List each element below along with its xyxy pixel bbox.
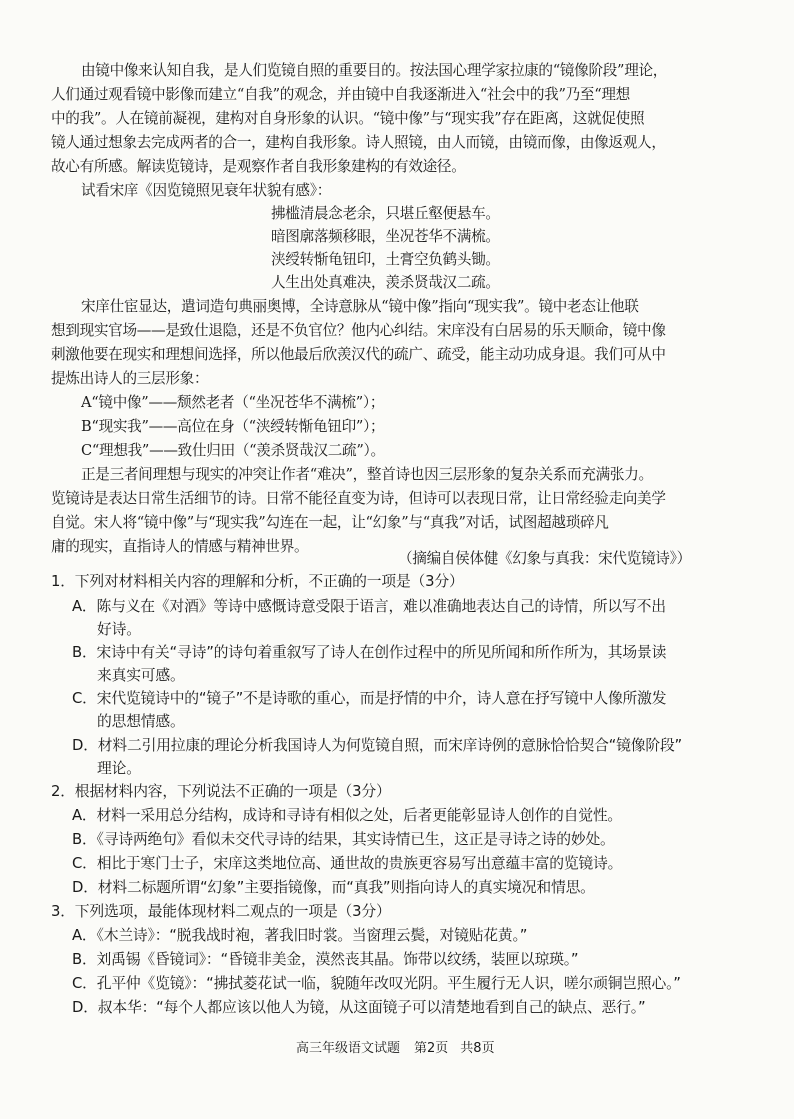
- option-B: B．《寻诗两绝句》看似未交代寻诗的结果，其实诗情已生，这正是寻诗之诗的妙处。: [72, 831, 615, 848]
- passage-line: 由镜中像来认知自我，是人们览镜自照的重要目的。按法国心理学家拉康的“镜像阶段”理论，: [81, 62, 668, 79]
- passage-line: 故心有所感。解读览镜诗，是观察作者自我形象建构的有效途径。: [51, 158, 466, 175]
- option-C-cont: 的思想情感。: [97, 713, 185, 730]
- option-B: B．刘禹锡《昏镜词》：“昏镜非美金，漠然丧其晶。饰带以纹绣，装匣以琼瑛。”: [72, 951, 579, 968]
- passage-line: 览镜诗是表达日常生活细节的诗。日常不能径直变为诗，但诗可以表现日常，让日常经验走向美学: [51, 490, 666, 507]
- poem-line: 暗图廓落频移眼，坐况苍华不满梳。: [271, 228, 500, 245]
- option-D: D．材料二标题所谓“幻象”主要指镜像，而“真我”则指向诗人的真实境况和情思。: [72, 879, 595, 896]
- passage-source: （摘编自侯体健《幻象与真我：宋代览镜诗》）: [398, 550, 691, 567]
- passage-line: 自觉。宋人将“镜中像”与“现实我”勾连在一起，让“幻象”与“真我”对话，试图超越琐碎凡: [51, 514, 609, 531]
- passage-line: 宋庠仕宦显达，遣词造句典丽奥博，全诗意脉从“镜中像”指向“现实我”。镜中老态让他联: [81, 298, 639, 315]
- question-stem: 1．下列对材料相关内容的理解和分析，不正确的一项是（3分）: [51, 573, 464, 590]
- poem-line: 拂槛清晨念老余，只堪丘壑便悬车。: [271, 205, 500, 222]
- option-B-cont: 来真实可感。: [97, 667, 185, 684]
- poem-intro: 试看宋庠《因览镜照见衰年状貌有感》：: [81, 182, 331, 199]
- footer-title: 高三年级语文试题: [296, 1041, 401, 1056]
- passage-line: 人们通过观看镜中影像而建立“自我”的观念，并由镜中自我逐渐进入“社会中的我”乃至“理想: [51, 86, 630, 103]
- passage-line: 镜人通过想象去完成两者的合一，建构自我形象。诗人照镜，由人而镜，由镜而像，由像返观人，: [51, 134, 666, 151]
- option-D: D．叔本华：“每个人都应该以他人为镜，从这面镜子可以清楚地看到自己的缺点、恶行。”: [72, 999, 646, 1016]
- passage-line: 想到现实官场——是致仕退隐，还是不负官位？他内心纠结。宋庠没有白居易的乐天顺命，镜中像: [51, 322, 666, 339]
- option-C: C．宋代览镜诗中的“镜子”不是诗歌的重心，而是抒情的中介，诗人意在抒写镜中人像所激发: [72, 690, 667, 707]
- option-A-cont: 好诗。: [97, 621, 141, 638]
- question-stem: 2．根据材料内容，下列说法不正确的一项是（3分）: [51, 783, 391, 800]
- option-B: B．宋诗中有关“寻诗”的诗句着重叙写了诗人在创作过程中的所见所闻和所作所为，其场景读: [72, 644, 667, 661]
- footer-page-number: 第2页: [414, 1041, 449, 1056]
- option-D: D．材料二引用拉康的理论分析我国诗人为何览镜自照，而宋庠诗例的意脉恰恰契合“镜像阶段”: [72, 737, 683, 754]
- passage-line: 正是三者间理想与现实的冲突让作者“难决”，整首诗也因三层形象的复杂关系而充满张力。: [81, 466, 653, 483]
- page-footer: [296, 1038, 495, 1062]
- passage-line: 提炼出诗人的三层形象：: [51, 370, 209, 387]
- option-A: A．陈与义在《对酒》等诗中感慨诗意受限于语言，难以准确地表达自己的诗情，所以写不出: [72, 598, 666, 615]
- passage-line: 中的我”。人在镜前凝视，建构对自身形象的认识。“镜中像”与“现实我”存在距离，这就促使照: [51, 110, 645, 127]
- option-A: A．《木兰诗》：“脱我战时袍，著我旧时裳。当窗理云鬓，对镜贴花黄。”: [72, 927, 528, 944]
- option-D-cont: 理论。: [97, 760, 141, 777]
- footer-total-pages: 共8页: [460, 1041, 495, 1056]
- layer-item: A“镜中像”——颓然老者（“坐况苍华不满梳”）；: [81, 394, 385, 411]
- option-A: A．材料一采用总分结构，成诗和寻诗有相似之处，后者更能彰显诗人创作的自觉性。: [72, 807, 623, 824]
- poem-line: 浃绶转惭龟钮印，土膏空负鹤头锄。: [271, 251, 500, 268]
- option-C: C．孔平仲《览镜》：“拂拭菱花试一临，貌随年改叹光阴。平生履行无人识，嗟尔顽铜岂照心。”: [72, 975, 681, 992]
- question-stem: 3．下列选项，最能体现材料二观点的一项是（3分）: [51, 903, 391, 920]
- layer-item: B“现实我”——高位在身（“浃绶转惭龟钮印”）；: [81, 418, 385, 435]
- poem-line: 人生出处真难决，羡杀贤哉汉二疏。: [271, 274, 500, 291]
- passage-line: 刺激他要在现实和理想间选择，所以他最后欣羡汉代的疏广、疏受，能主动功成身退。我们可从中: [51, 346, 666, 363]
- option-C: C．相比于寒门士子，宋庠这类地位高、通世故的贵族更容易写出意蕴丰富的览镜诗。: [72, 855, 623, 872]
- layer-item: C“理想我”——致仕归田（“羡杀贤哉汉二疏”）。: [81, 442, 385, 459]
- passage-line: 庸的现实，直指诗人的情感与精神世界。: [51, 538, 309, 555]
